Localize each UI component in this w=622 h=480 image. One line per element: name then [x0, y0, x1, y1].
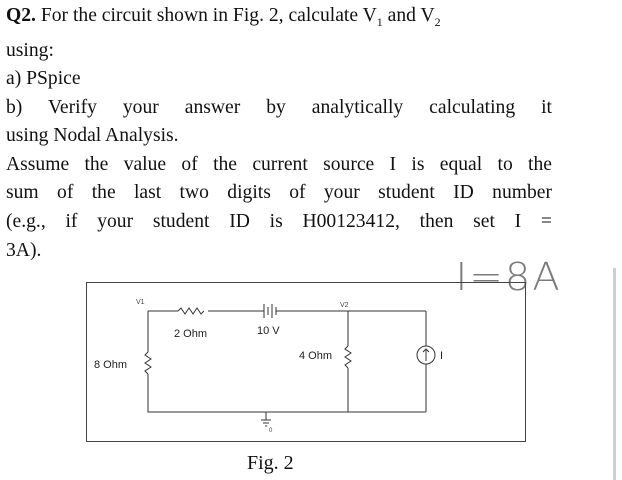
label-4ohm: 4 Ohm	[299, 350, 333, 362]
question-line-1: Q2. For the circuit shown in Fig. 2, calculate $V_1$ and $V_2$	[6, 5, 441, 29]
figure-caption: Fig. 2	[247, 452, 294, 474]
question-line-4: b) Verify your answer by analytically calculating it	[6, 96, 552, 118]
battery-10v	[264, 304, 276, 318]
circuit-figure	[86, 282, 526, 442]
label-8ohm: 8 Ohm	[94, 359, 128, 371]
question-line-6: Assume the value of the current source I is equal to the	[6, 153, 552, 175]
ground-label: 0	[269, 428, 273, 434]
node-label-v1: V1	[136, 299, 145, 306]
label-2ohm: 2 Ohm	[174, 328, 208, 340]
resistor-4ohm	[345, 346, 351, 368]
resistor-2ohm	[178, 308, 204, 314]
ground-symbol	[261, 420, 271, 426]
question-line-3: a) PSpice	[6, 68, 81, 90]
question-line-9: 3A).	[6, 239, 42, 261]
question-line-8: (e.g., if your student ID is H00123412, then set I =	[6, 211, 552, 233]
question-number: Q2.	[6, 5, 36, 26]
node-label-v2: V2	[340, 302, 349, 309]
wire-bottom	[148, 374, 426, 412]
question-line-7: sum of the last two digits of your student ID number	[6, 182, 552, 204]
question-text	[6, 2, 552, 265]
label-current-i: I	[440, 350, 444, 362]
current-arrow	[423, 349, 429, 361]
figure-frame	[87, 283, 526, 442]
circuit-diagram	[86, 282, 526, 442]
right-edge-bar	[613, 268, 616, 480]
question-line-5: using Nodal Analysis.	[6, 125, 179, 147]
question-line-2: using:	[6, 39, 54, 61]
resistor-8ohm	[145, 352, 151, 374]
handwritten-note: I=8A	[455, 255, 562, 299]
label-10v: 10 V	[257, 325, 280, 337]
